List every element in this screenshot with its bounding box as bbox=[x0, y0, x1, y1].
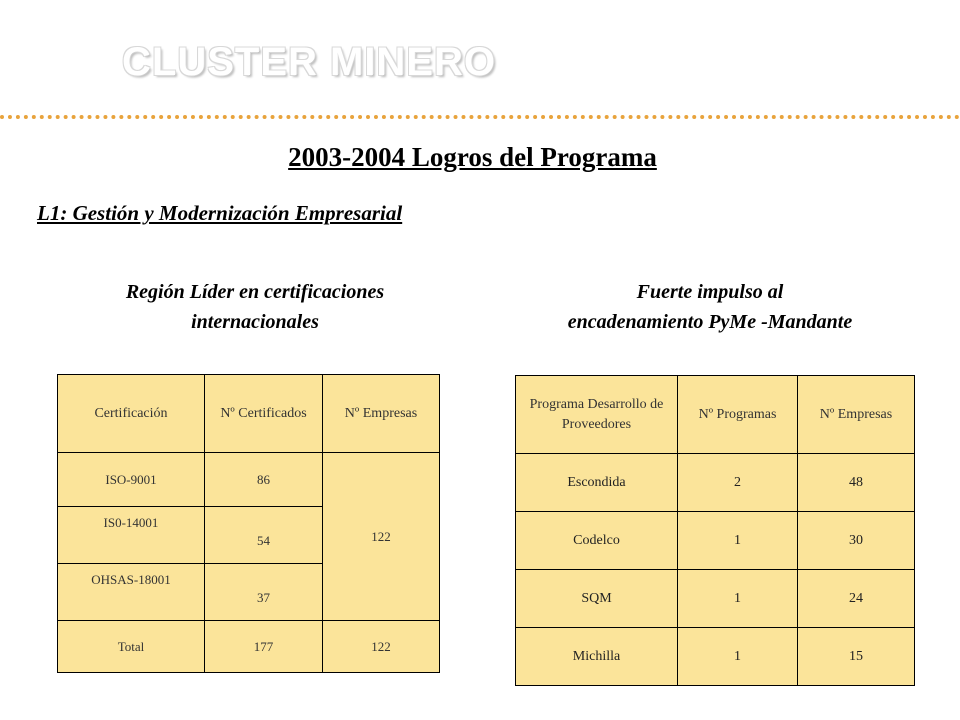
company-count: 15 bbox=[798, 628, 915, 686]
left-heading-line2: internacionales bbox=[191, 311, 319, 333]
left-heading-line1: Región Líder en certificaciones bbox=[125, 281, 385, 303]
header-num-empresas: Nº Empresas bbox=[323, 375, 440, 453]
table-row bbox=[516, 454, 915, 512]
certifications-table bbox=[57, 374, 440, 673]
program-name: Escondida bbox=[516, 454, 678, 512]
total-row bbox=[58, 621, 440, 673]
cert-name: OHSAS-18001 bbox=[58, 564, 205, 621]
program-name: Michilla bbox=[516, 628, 678, 686]
right-heading-line1: Fuerte impulso al bbox=[636, 281, 784, 303]
program-name: SQM bbox=[516, 570, 678, 628]
company-count: 24 bbox=[798, 570, 915, 628]
dotted-divider bbox=[0, 115, 960, 119]
page-title: 2003-2004 Logros del Programa bbox=[288, 142, 657, 172]
header-certificacion: Certificación bbox=[58, 375, 205, 453]
merged-empresas: 122 bbox=[323, 453, 440, 621]
header-num-programas: Nº Programas bbox=[678, 376, 798, 454]
cert-count: 37 bbox=[205, 564, 323, 621]
header-programa: Programa Desarrollo de Proveedores bbox=[516, 376, 678, 454]
table-row bbox=[58, 453, 440, 507]
company-count: 30 bbox=[798, 512, 915, 570]
right-table-heading bbox=[490, 277, 930, 337]
company-count: 48 bbox=[798, 454, 915, 512]
table-row bbox=[516, 628, 915, 686]
total-label: Total bbox=[58, 621, 205, 673]
header-num-certificados: Nº Certificados bbox=[205, 375, 323, 453]
cert-count: 54 bbox=[205, 507, 323, 564]
program-count: 1 bbox=[678, 512, 798, 570]
table-row bbox=[516, 570, 915, 628]
section-subtitle: L1: Gestión y Modernización Empresarial bbox=[37, 201, 403, 225]
left-table-heading bbox=[50, 277, 460, 337]
program-name: Codelco bbox=[516, 512, 678, 570]
supplier-programs-table bbox=[515, 375, 915, 686]
cluster-minero-logo: CLUSTER MINERO bbox=[122, 40, 496, 84]
cert-name: ISO-9001 bbox=[58, 453, 205, 507]
total-count: 177 bbox=[205, 621, 323, 673]
total-empresas: 122 bbox=[323, 621, 440, 673]
table-row bbox=[516, 512, 915, 570]
cert-name: IS0-14001 bbox=[58, 507, 205, 564]
right-heading-line2: encadenamiento PyMe -Mandante bbox=[567, 311, 853, 333]
program-count: 1 bbox=[678, 628, 798, 686]
cert-count: 86 bbox=[205, 453, 323, 507]
program-count: 1 bbox=[678, 570, 798, 628]
header-num-empresas: Nº Empresas bbox=[798, 376, 915, 454]
program-count: 2 bbox=[678, 454, 798, 512]
table-header-row bbox=[58, 375, 440, 453]
table-header-row bbox=[516, 376, 915, 454]
